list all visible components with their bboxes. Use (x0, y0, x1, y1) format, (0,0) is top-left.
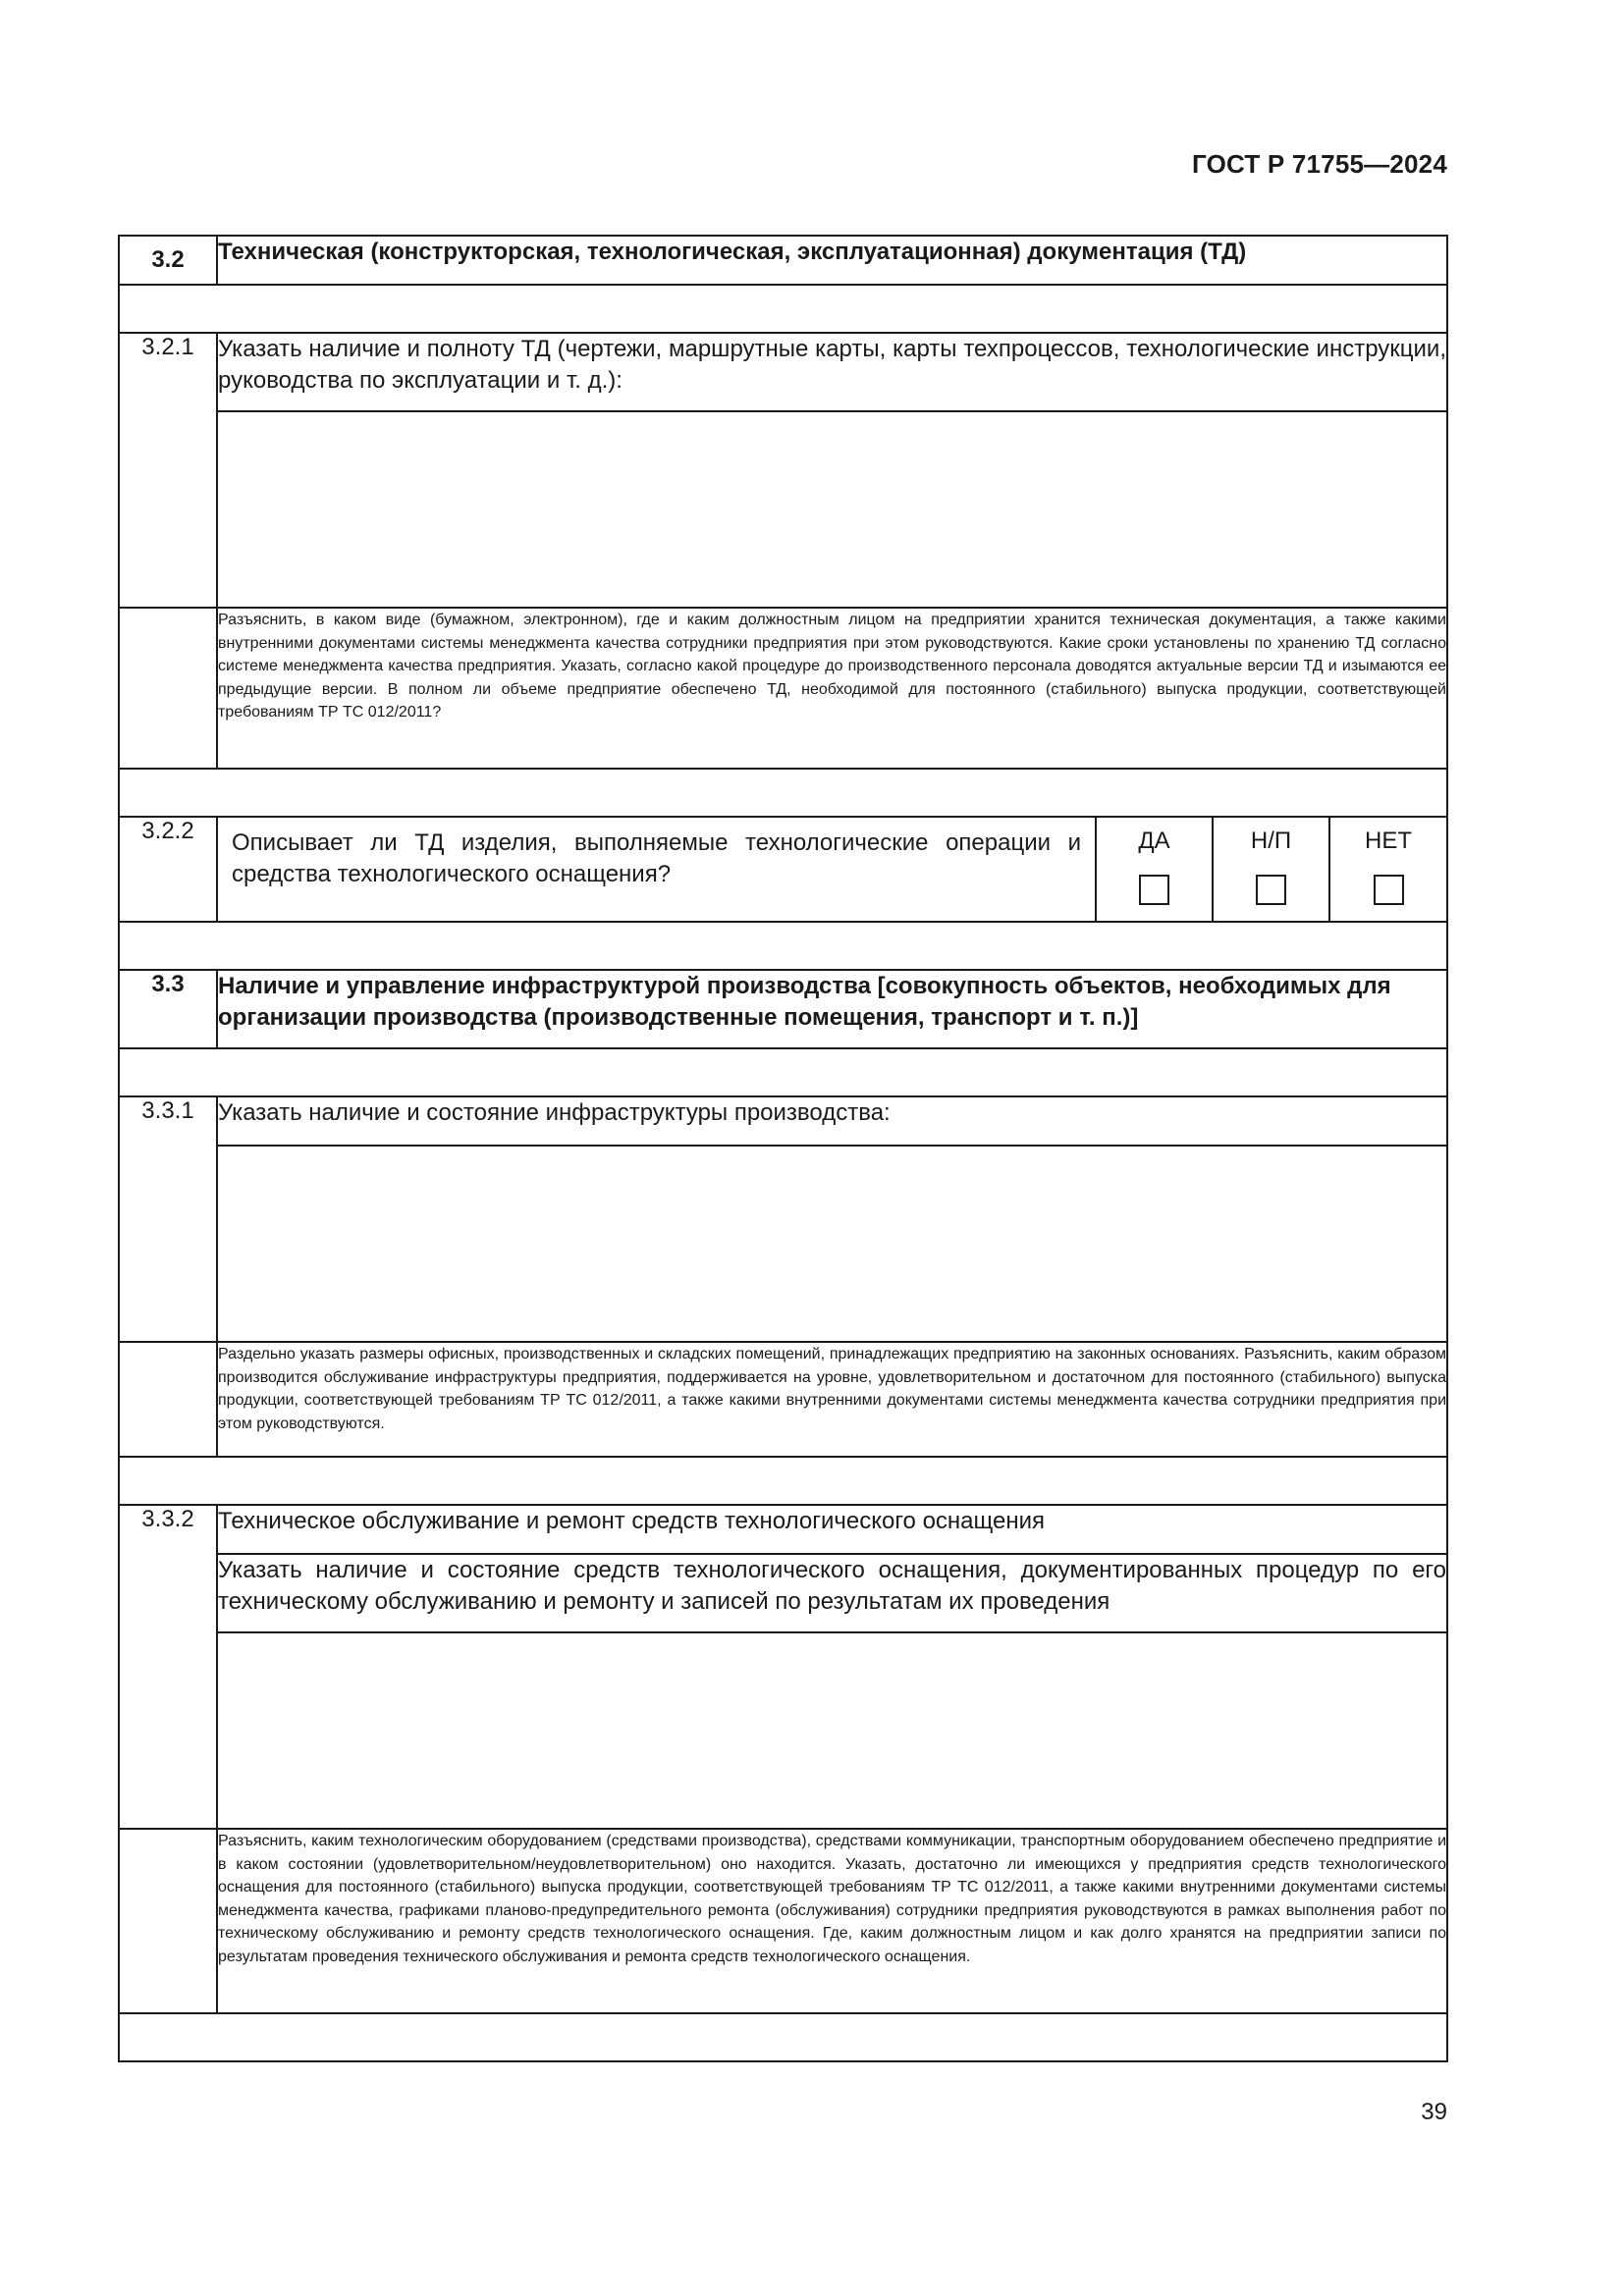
item-number: 3.2.1 (119, 333, 217, 608)
section-number: 3.2 (119, 236, 217, 285)
yes-na-no-table (218, 818, 1446, 921)
section-title: Техническая (конструкторская, технологическая, эксплуатационная) документация (ТД) (217, 236, 1447, 285)
item-question: Указать наличие и состояние средств технологического оснащения, документированных процедур по его техническому обслуживанию и ремонту и записей по результатам их проведения (217, 1554, 1447, 1632)
document-id: ГОСТ Р 71755—2024 (1192, 149, 1447, 179)
item-note: Разъяснить, в каком виде (бумажном, электронном), где и каким должностным лицом на предприятии хранится техническая документация, а также какими внутренними документами системы менеджмента качества сотрудники предприятия при этом руководствуются. Какие сроки установлены по хранению ТД согласно системе менеджмента качества предприятия. Указать, согласно какой процедуре до производственного персонала доводятся актуальные версии ТД и изымаются ее предыдущие версии. В полном ли объеме предприятие обеспечено ТД, необходимой для постоянного (стабильного) выпуска продукции, соответствующей требованиям ТР ТС 012/2011? (217, 608, 1447, 769)
answer-field[interactable] (217, 1146, 1447, 1342)
item-number: 3.3.1 (119, 1096, 217, 1342)
assessment-form-table (118, 235, 1448, 2062)
yes-checkbox[interactable] (1139, 875, 1169, 905)
item-3-3-2-title-row (119, 1505, 1447, 1554)
section-3-2-row (119, 236, 1447, 285)
empty-cell (119, 608, 217, 769)
spacer-row (119, 1048, 1447, 1096)
spacer-row (119, 922, 1447, 970)
item-3-2-1-question-row (119, 333, 1447, 411)
option-no-label: НЕТ (1365, 828, 1412, 854)
item-3-3-2-note-row (119, 1829, 1447, 2013)
item-3-3-1-answer-row (119, 1146, 1447, 1342)
option-na-label: Н/П (1250, 828, 1292, 854)
empty-cell (119, 1829, 217, 2013)
item-note: Раздельно указать размеры офисных, производственных и складских помещений, принадлежащих предприятию на законных основаниях. Разъяснить, каким образом производится обслуживание инфраструктуры предприятия, поддерживается на уровне, удовлетворительном и достаточном для постоянного (стабильного) выпуска продукции, соответствующей требованиям ТР ТС 012/2011, а также какими внутренними документами системы менеджмента качества сотрудники предприятия при этом руководствуются. (217, 1342, 1447, 1457)
option-yes-label: ДА (1138, 828, 1170, 854)
item-number: 3.3.2 (119, 1505, 217, 1829)
item-question: Описывает ли ТД изделия, выполняемые технологические операции и средства технологического оснащения? (232, 829, 1081, 887)
section-title: Наличие и управление инфраструктурой производства [совокупность объектов, необходимых для организации производства (производственные помещения, транспорт и т. п.)] (217, 970, 1447, 1048)
spacer-row (119, 285, 1447, 333)
item-note: Разъяснить, каким технологическим оборудованием (средствами производства), средствами коммуникации, транспортным оборудованием обеспечено предприятие и в каком состоянии (удовлетворительном/неудовлетворительном) оно находится. Указать, достаточно ли имеющихся у предприятия средств технологического оснащения для постоянного (стабильного) выпуска продукции, соответствующей требованиям ТР ТС 012/2011, а также какими внутренними документами системы менеджмента качества, графиками планово-предупредительного ремонта (обслуживания) сотрудники предприятия руководствуются в рамках выполнения работ по техническому обслуживанию и ремонту средств технологического оснащения. Где, каким должностным лицом и как долго хранятся на предприятии записи по результатам проведения технического обслуживания и ремонта средств технологического оснащения. (217, 1829, 1447, 2013)
option-no (1329, 818, 1446, 921)
na-checkbox[interactable] (1256, 875, 1286, 905)
item-3-2-1-answer-row (119, 411, 1447, 608)
item-3-3-2-answer-row (119, 1632, 1447, 1829)
section-number: 3.3 (119, 970, 217, 1048)
empty-cell (119, 1342, 217, 1457)
option-yes (1096, 818, 1213, 921)
item-number: 3.2.2 (119, 817, 217, 922)
item-subtitle: Техническое обслуживание и ремонт средств технологического оснащения (217, 1505, 1447, 1554)
answer-field[interactable] (217, 411, 1447, 608)
spacer-row (119, 2013, 1447, 2061)
option-na (1213, 818, 1329, 921)
item-3-3-2-question-row (119, 1554, 1447, 1632)
section-3-3-row (119, 970, 1447, 1048)
answer-field[interactable] (217, 1632, 1447, 1829)
no-checkbox[interactable] (1374, 875, 1404, 905)
item-3-3-1-question-row (119, 1096, 1447, 1146)
spacer-row (119, 769, 1447, 817)
item-question: Указать наличие и полноту ТД (чертежи, маршрутные карты, карты техпроцессов, технологические инструкции, руководства по эксплуатации и т. д.): (217, 333, 1447, 411)
page-number: 39 (1421, 2099, 1447, 2125)
item-3-2-1-note-row (119, 608, 1447, 769)
spacer-row (119, 1457, 1447, 1505)
item-3-3-1-note-row (119, 1342, 1447, 1457)
item-3-2-2-row (119, 817, 1447, 922)
item-question: Указать наличие и состояние инфраструктуры производства: (217, 1096, 1447, 1146)
